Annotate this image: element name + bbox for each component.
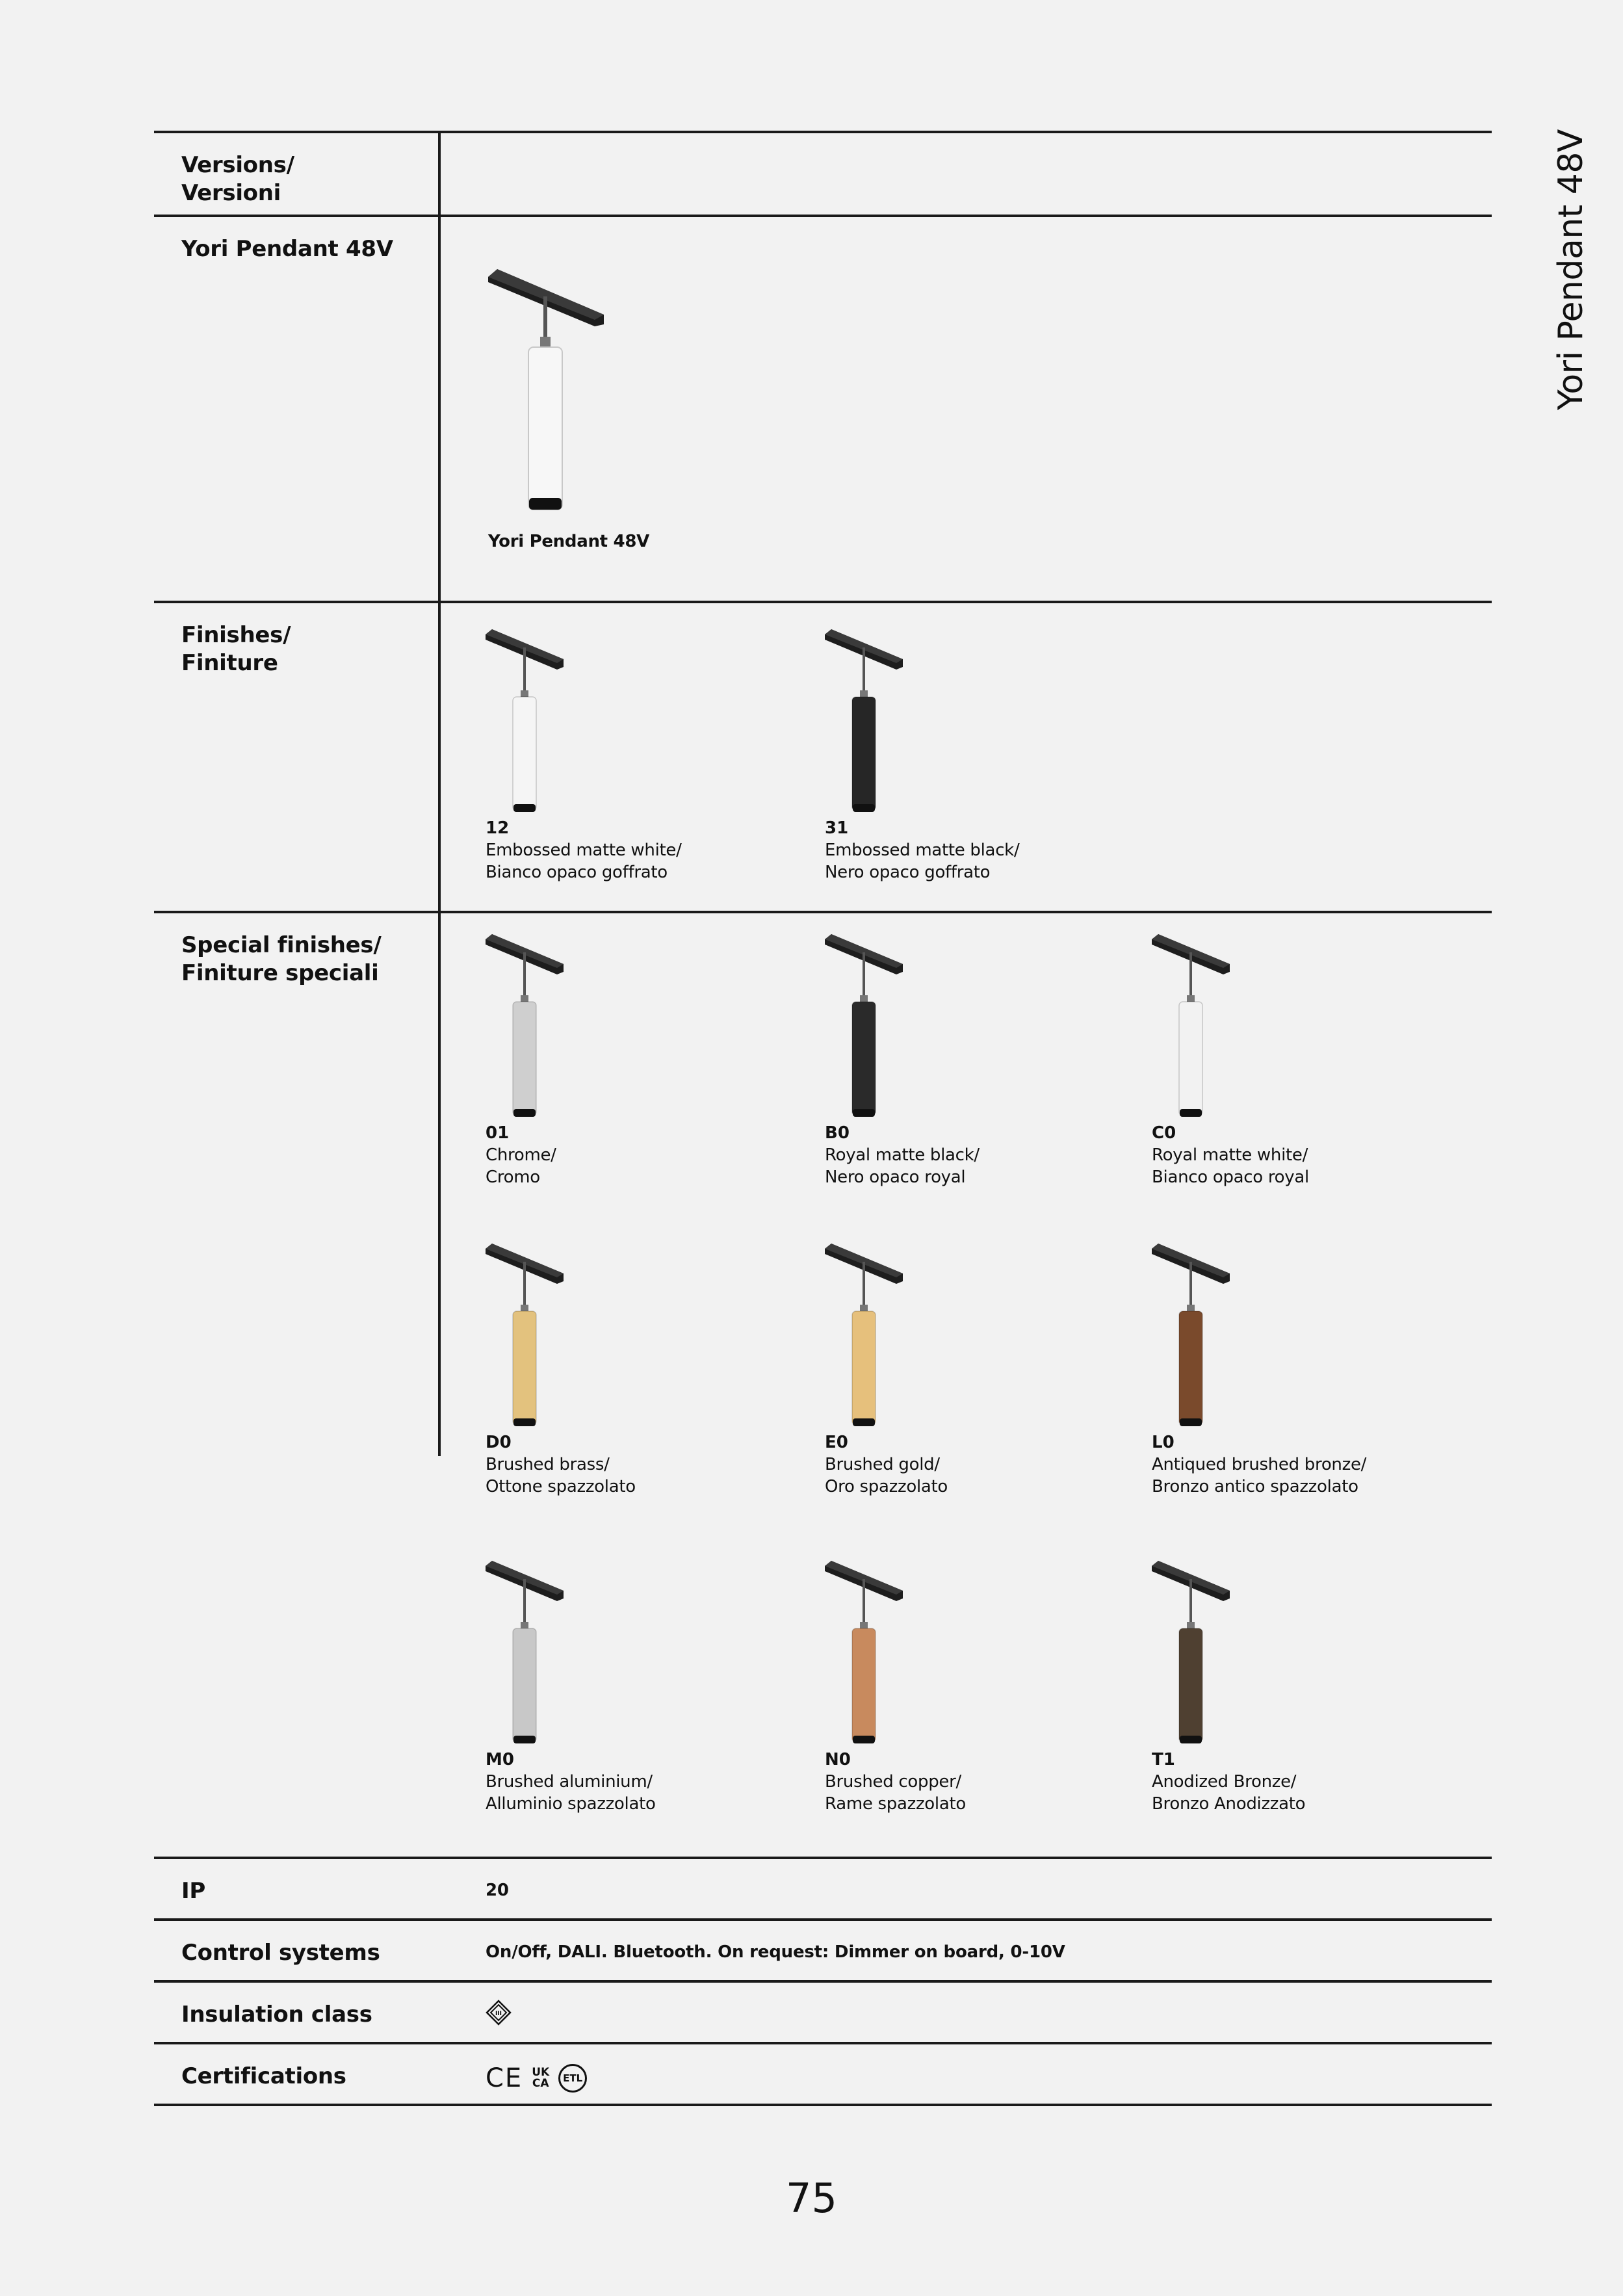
finish-description: Brushed brass/ Ottone spazzolato [486,1455,636,1496]
pendant-icon [825,628,909,813]
pendant-icon [1152,1242,1236,1428]
finish-code: L0 [1152,1433,1175,1452]
spec-table [154,131,1492,2106]
finish-item [486,1559,656,1815]
pendant-icon [1152,933,1236,1118]
finish-item [1152,1559,1305,1815]
pendant-icon [488,243,612,516]
row-label-certifications: Certifications [181,2063,346,2089]
row-label-control-systems: Control systems [181,1940,380,1966]
finish-item [486,1242,636,1498]
row-label-model: Yori Pendant 48V [181,236,393,262]
page-number: 75 [786,2174,837,2222]
finish-description: Brushed copper/ Rame spazzolato [825,1772,966,1814]
finish-description: Royal matte white/ Bianco opaco royal [1152,1145,1309,1187]
finish-item [1152,933,1309,1188]
row-finishes [154,601,1492,911]
finish-item [825,933,980,1188]
finish-description: Embossed matte white/ Bianco opaco goffrato [486,841,682,882]
finish-code: D0 [486,1433,512,1452]
pendant-icon [1152,1559,1236,1745]
row-versions [154,131,1492,215]
row-label-special-finishes: Special finishes/ Finiture speciali [181,932,382,986]
finish-description: Antiqued brushed bronze/ Bronzo antico spazzolato [1152,1455,1367,1496]
pendant-icon [486,1242,570,1428]
svg-text:III: III [495,2011,502,2017]
finish-description: Brushed aluminium/ Alluminio spazzolato [486,1772,656,1814]
finish-item [825,1242,948,1498]
finish-code: E0 [825,1433,848,1452]
ukca-mark-icon: UK CA [532,2066,550,2090]
row-ip [154,1857,1492,1918]
row-insulation-class [154,1980,1492,2042]
finish-item [486,628,682,883]
certification-marks [486,2064,587,2093]
finish-item [825,1559,966,1815]
pendant-icon [486,1559,570,1745]
row-model [154,215,1492,601]
pendant-icon [825,933,909,1118]
finish-code: 01 [486,1123,510,1143]
pendant-icon [825,1559,909,1745]
insulation-class-iii-icon [486,2000,512,2028]
ce-mark-icon: CE [486,2063,523,2093]
side-title: Yori Pendant 48V [1552,129,1591,410]
finish-code: B0 [825,1123,850,1143]
row-label-ip: IP [181,1878,205,1904]
row-label-finishes: Finishes/ Finiture [181,622,291,676]
finish-code: N0 [825,1750,851,1769]
finish-item [825,628,1019,883]
finish-description: Royal matte black/ Nero opaco royal [825,1145,980,1187]
finish-code: M0 [486,1750,514,1769]
finish-code: 12 [486,818,510,838]
pendant-icon [825,1242,909,1428]
finish-item [486,933,570,1188]
row-special-finishes [154,911,1492,1857]
row-label-versions: Versions/ Versioni [181,152,294,206]
product-yori-pendant [488,243,649,553]
pendant-icon [486,628,570,813]
ip-value: 20 [486,1881,509,1900]
finish-code: T1 [1152,1750,1175,1769]
pendant-icon [486,933,570,1118]
finish-description: Brushed gold/ Oro spazzolato [825,1455,948,1496]
product-name: Yori Pendant 48V [488,532,649,551]
finish-item [1152,1242,1366,1498]
row-certifications [154,2042,1492,2106]
etl-mark-icon: ETL [558,2064,587,2093]
finish-description: Anodized Bronze/ Bronzo Anodizzato [1152,1772,1306,1814]
row-control-systems [154,1918,1492,1980]
finish-code: 31 [825,818,849,838]
finish-code: C0 [1152,1123,1176,1143]
row-label-insulation-class: Insulation class [181,2002,372,2028]
control-systems-value: On/Off, DALI. Bluetooth. On request: Dimmer on board, 0-10V [486,1942,1065,1962]
finish-description: Embossed matte black/ Nero opaco goffrato [825,841,1020,882]
finish-description: Chrome/ Cromo [486,1145,556,1187]
